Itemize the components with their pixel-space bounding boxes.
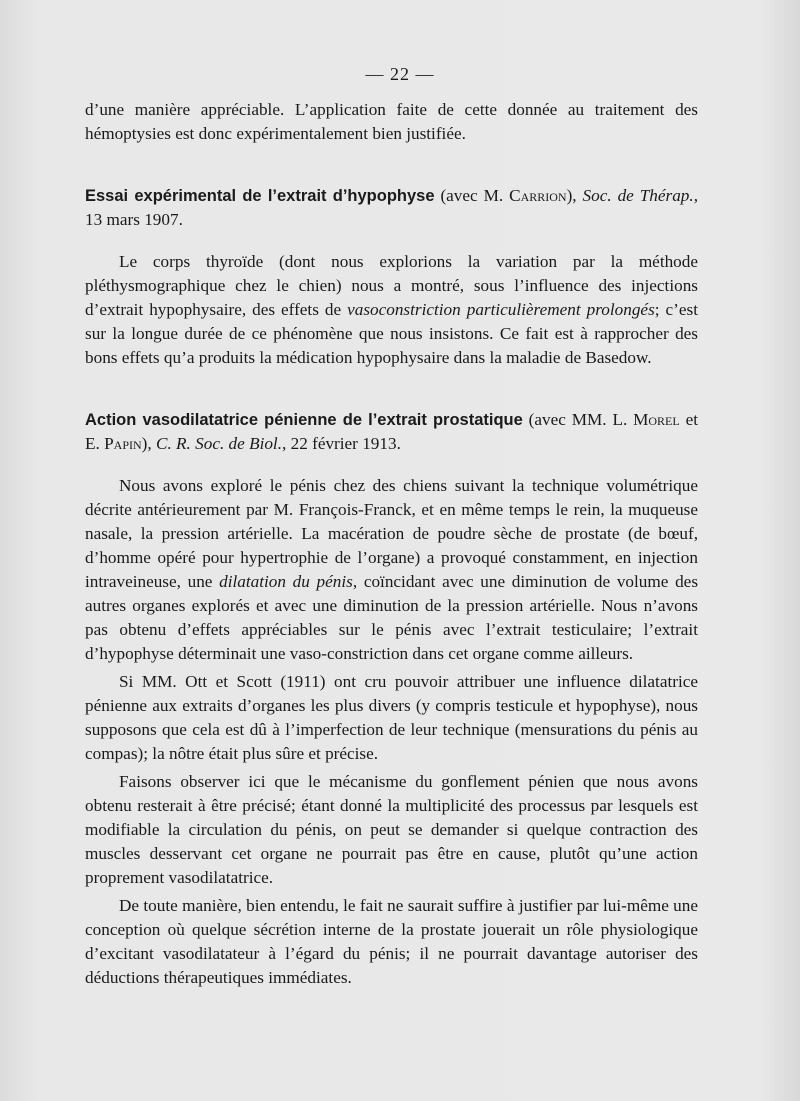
- reference-prefix: (avec M.: [434, 186, 510, 205]
- reference-separator: ),: [566, 186, 583, 205]
- body-paragraph: De toute manière, bien entendu, le fait ne saurait suffire à justifier par lui-même une conception où quelque sécrétion interne de la prostate jouerait un rôle physiologique d’excitant vasodilatateur à l’égard du pénis; il ne pourrait davantage autoriser des déductions thérapeutiques immédiates.: [85, 896, 698, 987]
- reference-author: Papin: [104, 434, 142, 453]
- paragraph-text: , coïncidant avec une diminution de volume des autres organes explorés et avec une diminution de la pression artérielle. Nous n’avons pas obtenu d’effets appréciables sur le pénis avec l’extrait testiculaire; l’extrait d’hypophyse déterminait une vaso-constriction dans cet organe comme ailleurs.: [85, 572, 699, 663]
- page-content: [85, 98, 698, 990]
- section-body: [85, 250, 698, 370]
- body-paragraph: [85, 250, 698, 370]
- section-title: Essai expérimental de l’extrait d’hypophyse: [85, 187, 435, 205]
- section-title: Action vasodilatatrice pénienne de l’extrait prostatique: [85, 411, 523, 429]
- emphasis-text: dilatation du pénis: [219, 572, 353, 591]
- body-paragraph: Faisons observer ici que le mécanisme du gonflement pénien que nous avons obtenu resterait à être précisé; étant donné la multiplicité des processus par lesquels est modifiable la circulation du pénis, on peut se demander si quelque contraction des muscles desservant cet organe ne pourrait pas être en cause, plutôt qu’une action proprement vasodilatatrice.: [85, 772, 698, 887]
- body-paragraph: Si MM. Ott et Scott (1911) ont cru pouvoir attribuer une influence dilatatrice pénienne aux extraits d’organes les plus divers (y compris testicule et hypophyse), nous supposons que cela est dû à l’imperfection de leur technique (mensurations du pénis au compas); la nôtre était plus sûre et précise.: [85, 672, 698, 763]
- section-body: [85, 474, 698, 990]
- paragraph-text: ; c’est sur la longue durée de ce phénomène que nous insistons. Ce fait est à rapprocher des bons effets qu’a produits la médication hypophysaire dans la maladie de Basedow.: [85, 300, 698, 367]
- reference-separator: ),: [141, 434, 156, 453]
- body-paragraph: [85, 474, 698, 666]
- section-hypophyse: [85, 184, 698, 370]
- reference-prefix: (avec MM. L.: [522, 410, 634, 429]
- reference-author: Morel: [633, 410, 680, 429]
- paragraph-text: Le corps thyroïde (dont nous explorions la variation par la méthode pléthysmographique chez le chien) nous a montré, sous l’influence des injections d’extrait hypophysaire, des effets de: [85, 252, 698, 319]
- page-number: — 22 —: [365, 64, 435, 84]
- reference-journal: C. R. Soc. de Biol.: [155, 434, 283, 453]
- reference-date: , 22 février 1913.: [282, 434, 401, 453]
- section-heading: [85, 184, 698, 232]
- section-heading: [85, 408, 698, 456]
- reference-journal: Soc. de Thérap.: [582, 186, 694, 205]
- emphasis-text: vasoconstriction particulièrement prolongés: [347, 300, 655, 319]
- section-prostatique: [85, 408, 698, 990]
- paragraph-text: Nous avons exploré le pénis chez des chiens suivant la technique volumétrique décrite antérieurement par M. François-Franck, et en même temps le rein, la muqueuse nasale, la pression artérielle. La macération de poudre sèche de prostate (de bœuf, d’homme opéré pour hypertrophie de l’organe) a provoqué constamment, en injection intraveineuse, une: [85, 476, 698, 591]
- reference-date: , 13 mars 1907.: [85, 186, 698, 229]
- reference-middle: et E.: [85, 410, 698, 453]
- intro-paragraph: d’une manière appréciable. L’application faite de cette donnée au traitement des hémoptysies est donc expérimentalement bien justifiée.: [85, 100, 698, 143]
- reference-author: Carrion: [509, 186, 567, 205]
